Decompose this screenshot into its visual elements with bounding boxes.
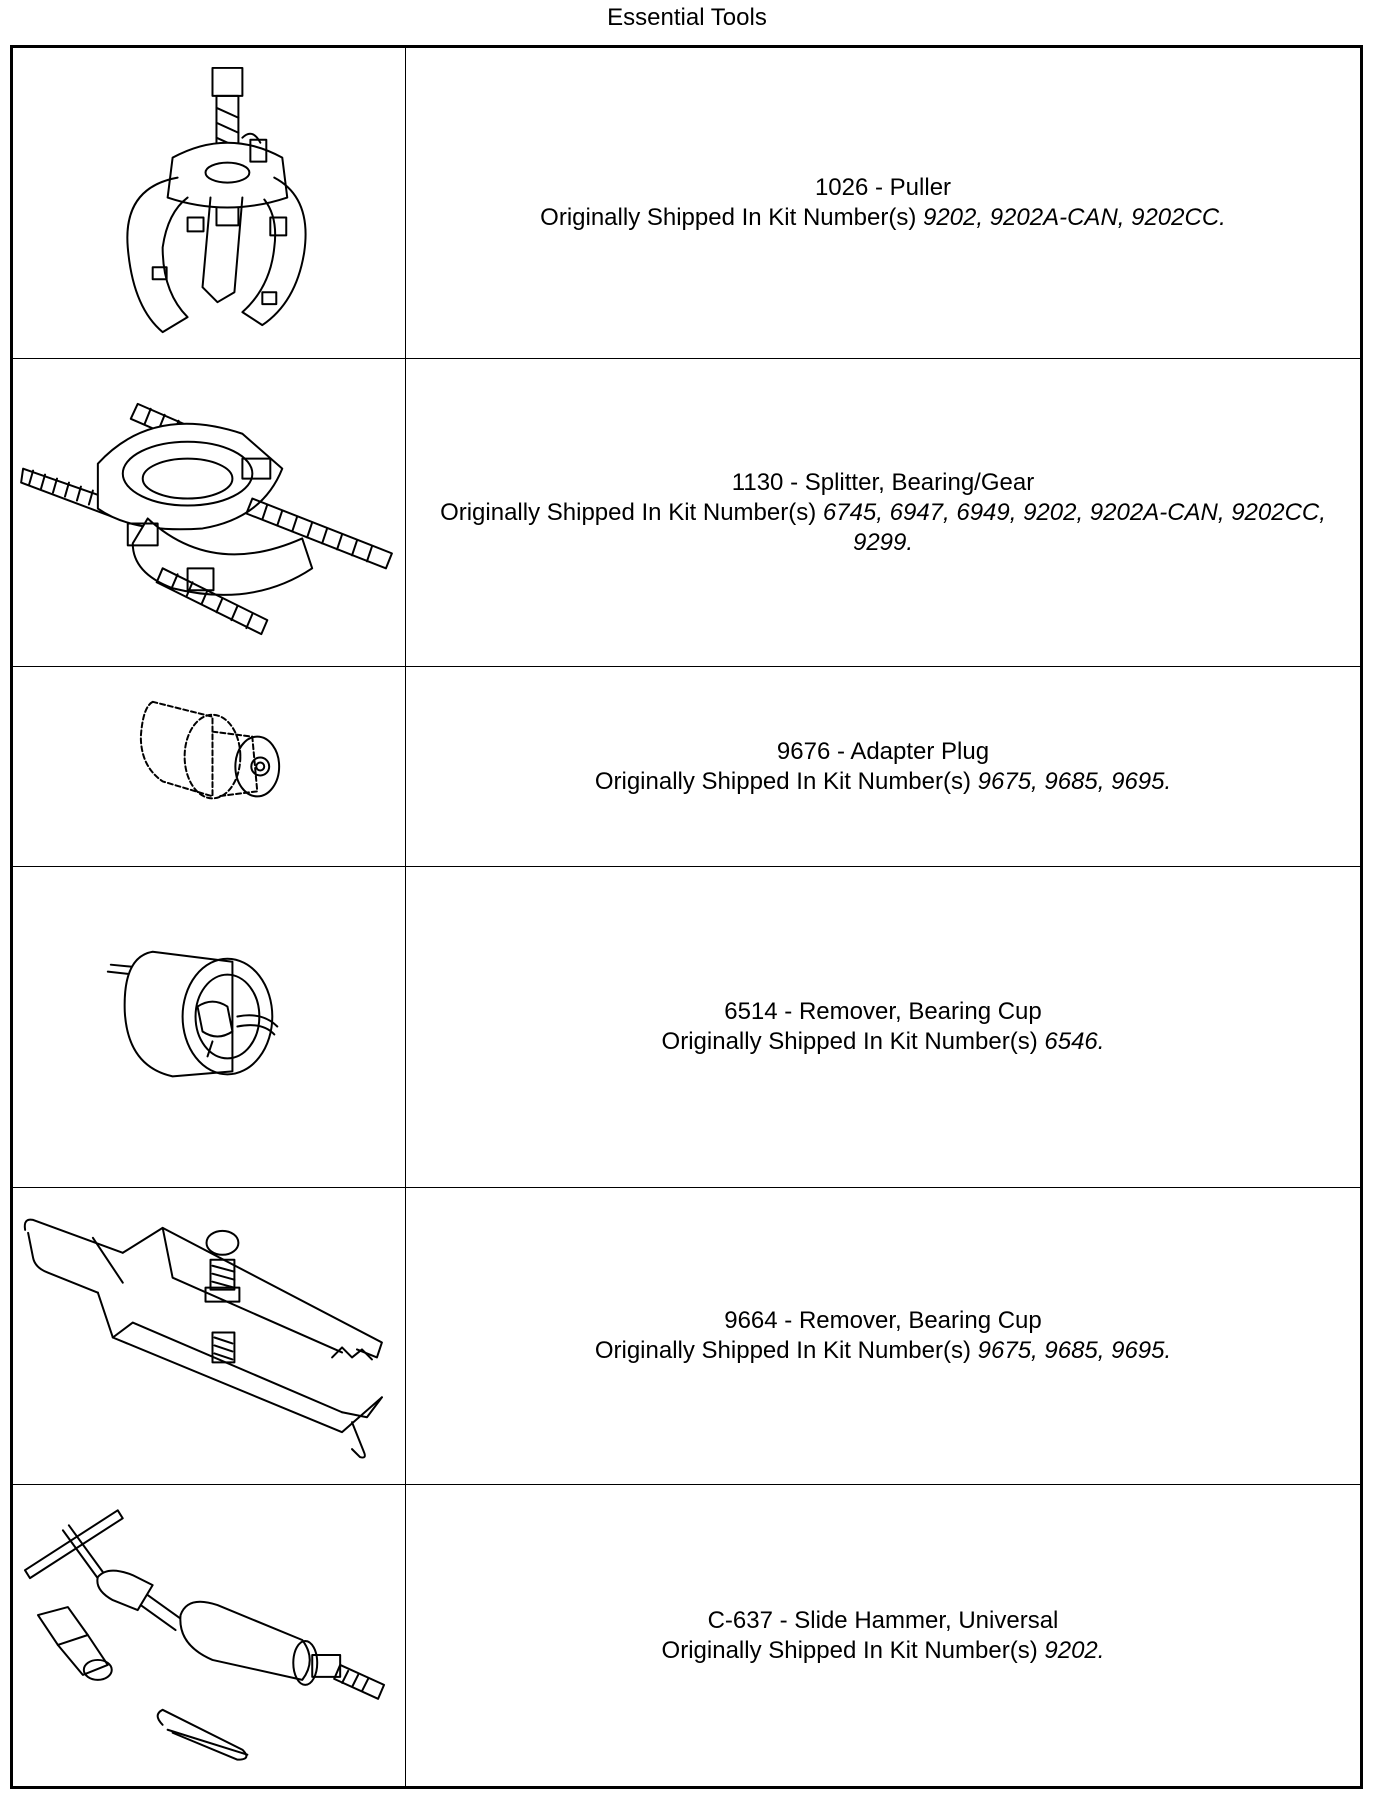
tool-image-cell (13, 1485, 406, 1786)
tool-description (577, 737, 1189, 797)
tool-image-cell (13, 867, 406, 1187)
tool-kits-line: Originally Shipped In Kit Number(s) 9202, 9202A-CAN, 9202CC. (540, 204, 1226, 231)
kit-numbers: 9202, 9202A-CAN, 9202CC (922, 204, 1220, 231)
tool-code-name: C-637 - Slide Hammer, Universal (707, 1606, 1059, 1634)
tool-description (577, 1306, 1189, 1366)
tool-code-name: 9664 - Remover, Bearing Cup (724, 1307, 1042, 1334)
kit-numbers: 6745, 6947, 6949, 9202, 9202A-CAN, 9202CC, 9299 (822, 498, 1326, 556)
tool-description (644, 1606, 1123, 1666)
tool-row-splitter (13, 359, 1360, 667)
tool-kits-line: Originally Shipped In Kit Number(s) 6546. (661, 1028, 1105, 1055)
tool-description (522, 173, 1244, 233)
three-jaw-puller-icon (13, 48, 405, 358)
tool-code-name: 6514 - Remover, Bearing Cup (724, 998, 1042, 1025)
tool-row-remover-9664 (13, 1188, 1360, 1485)
tool-text-cell (406, 1188, 1360, 1484)
tools-table (10, 45, 1363, 1789)
tool-description (644, 997, 1123, 1057)
shipped-prefix: Originally Shipped In Kit Number(s) (594, 1337, 971, 1364)
tool-image-cell (13, 48, 406, 358)
tool-image-cell (13, 1188, 406, 1484)
bearing-cup-remover-icon (13, 867, 405, 1187)
tool-text-cell (406, 867, 1360, 1187)
tool-description (406, 468, 1360, 558)
shipped-prefix: Originally Shipped In Kit Number(s) (661, 1636, 1038, 1664)
tool-kits-line: Originally Shipped In Kit Number(s) 9675, 9685, 9695. (594, 1337, 1172, 1364)
tool-kits-line: Originally Shipped In Kit Number(s) 6745, 6947, 6949, 9202, 9202A-CAN, 9202CC, 9299. (440, 498, 1326, 556)
tool-code-name: 1026 - Puller (814, 174, 952, 201)
tool-kits-line: Originally Shipped In Kit Number(s) 9202. (661, 1636, 1105, 1664)
adapter-plug-icon (13, 667, 405, 866)
bearing-splitter-icon (13, 359, 405, 666)
shipped-prefix: Originally Shipped In Kit Number(s) (540, 204, 917, 231)
kit-numbers: 9675, 9685, 9695 (977, 1337, 1165, 1364)
tool-text-cell (406, 1485, 1360, 1786)
shipped-prefix: Originally Shipped In Kit Number(s) (440, 498, 817, 526)
shipped-prefix: Originally Shipped In Kit Number(s) (594, 767, 971, 795)
tool-code-name: 9676 - Adapter Plug (776, 737, 990, 765)
tool-row-slide-hammer (13, 1485, 1360, 1786)
tool-image-cell (13, 667, 406, 866)
kit-numbers: 9202 (1044, 1636, 1098, 1664)
shipped-prefix: Originally Shipped In Kit Number(s) (661, 1028, 1038, 1055)
kit-numbers: 9675, 9685, 9695 (977, 767, 1165, 795)
tool-kits-line: Originally Shipped In Kit Number(s) 9675, 9685, 9695. (594, 767, 1172, 795)
tool-text-cell (406, 667, 1360, 866)
slide-hammer-icon (13, 1485, 405, 1786)
tool-row-adapter-plug (13, 667, 1360, 867)
tool-text-cell (406, 359, 1360, 666)
kit-numbers: 6546 (1044, 1028, 1098, 1055)
tool-row-puller (13, 48, 1360, 359)
page-title: Essential Tools (607, 4, 767, 31)
bearing-cup-remover-bracket-icon (13, 1188, 405, 1484)
tool-image-cell (13, 359, 406, 666)
tool-row-remover-6514 (13, 867, 1360, 1188)
tool-text-cell (406, 48, 1360, 358)
tool-code-name: 1130 - Splitter, Bearing/Gear (731, 468, 1035, 496)
